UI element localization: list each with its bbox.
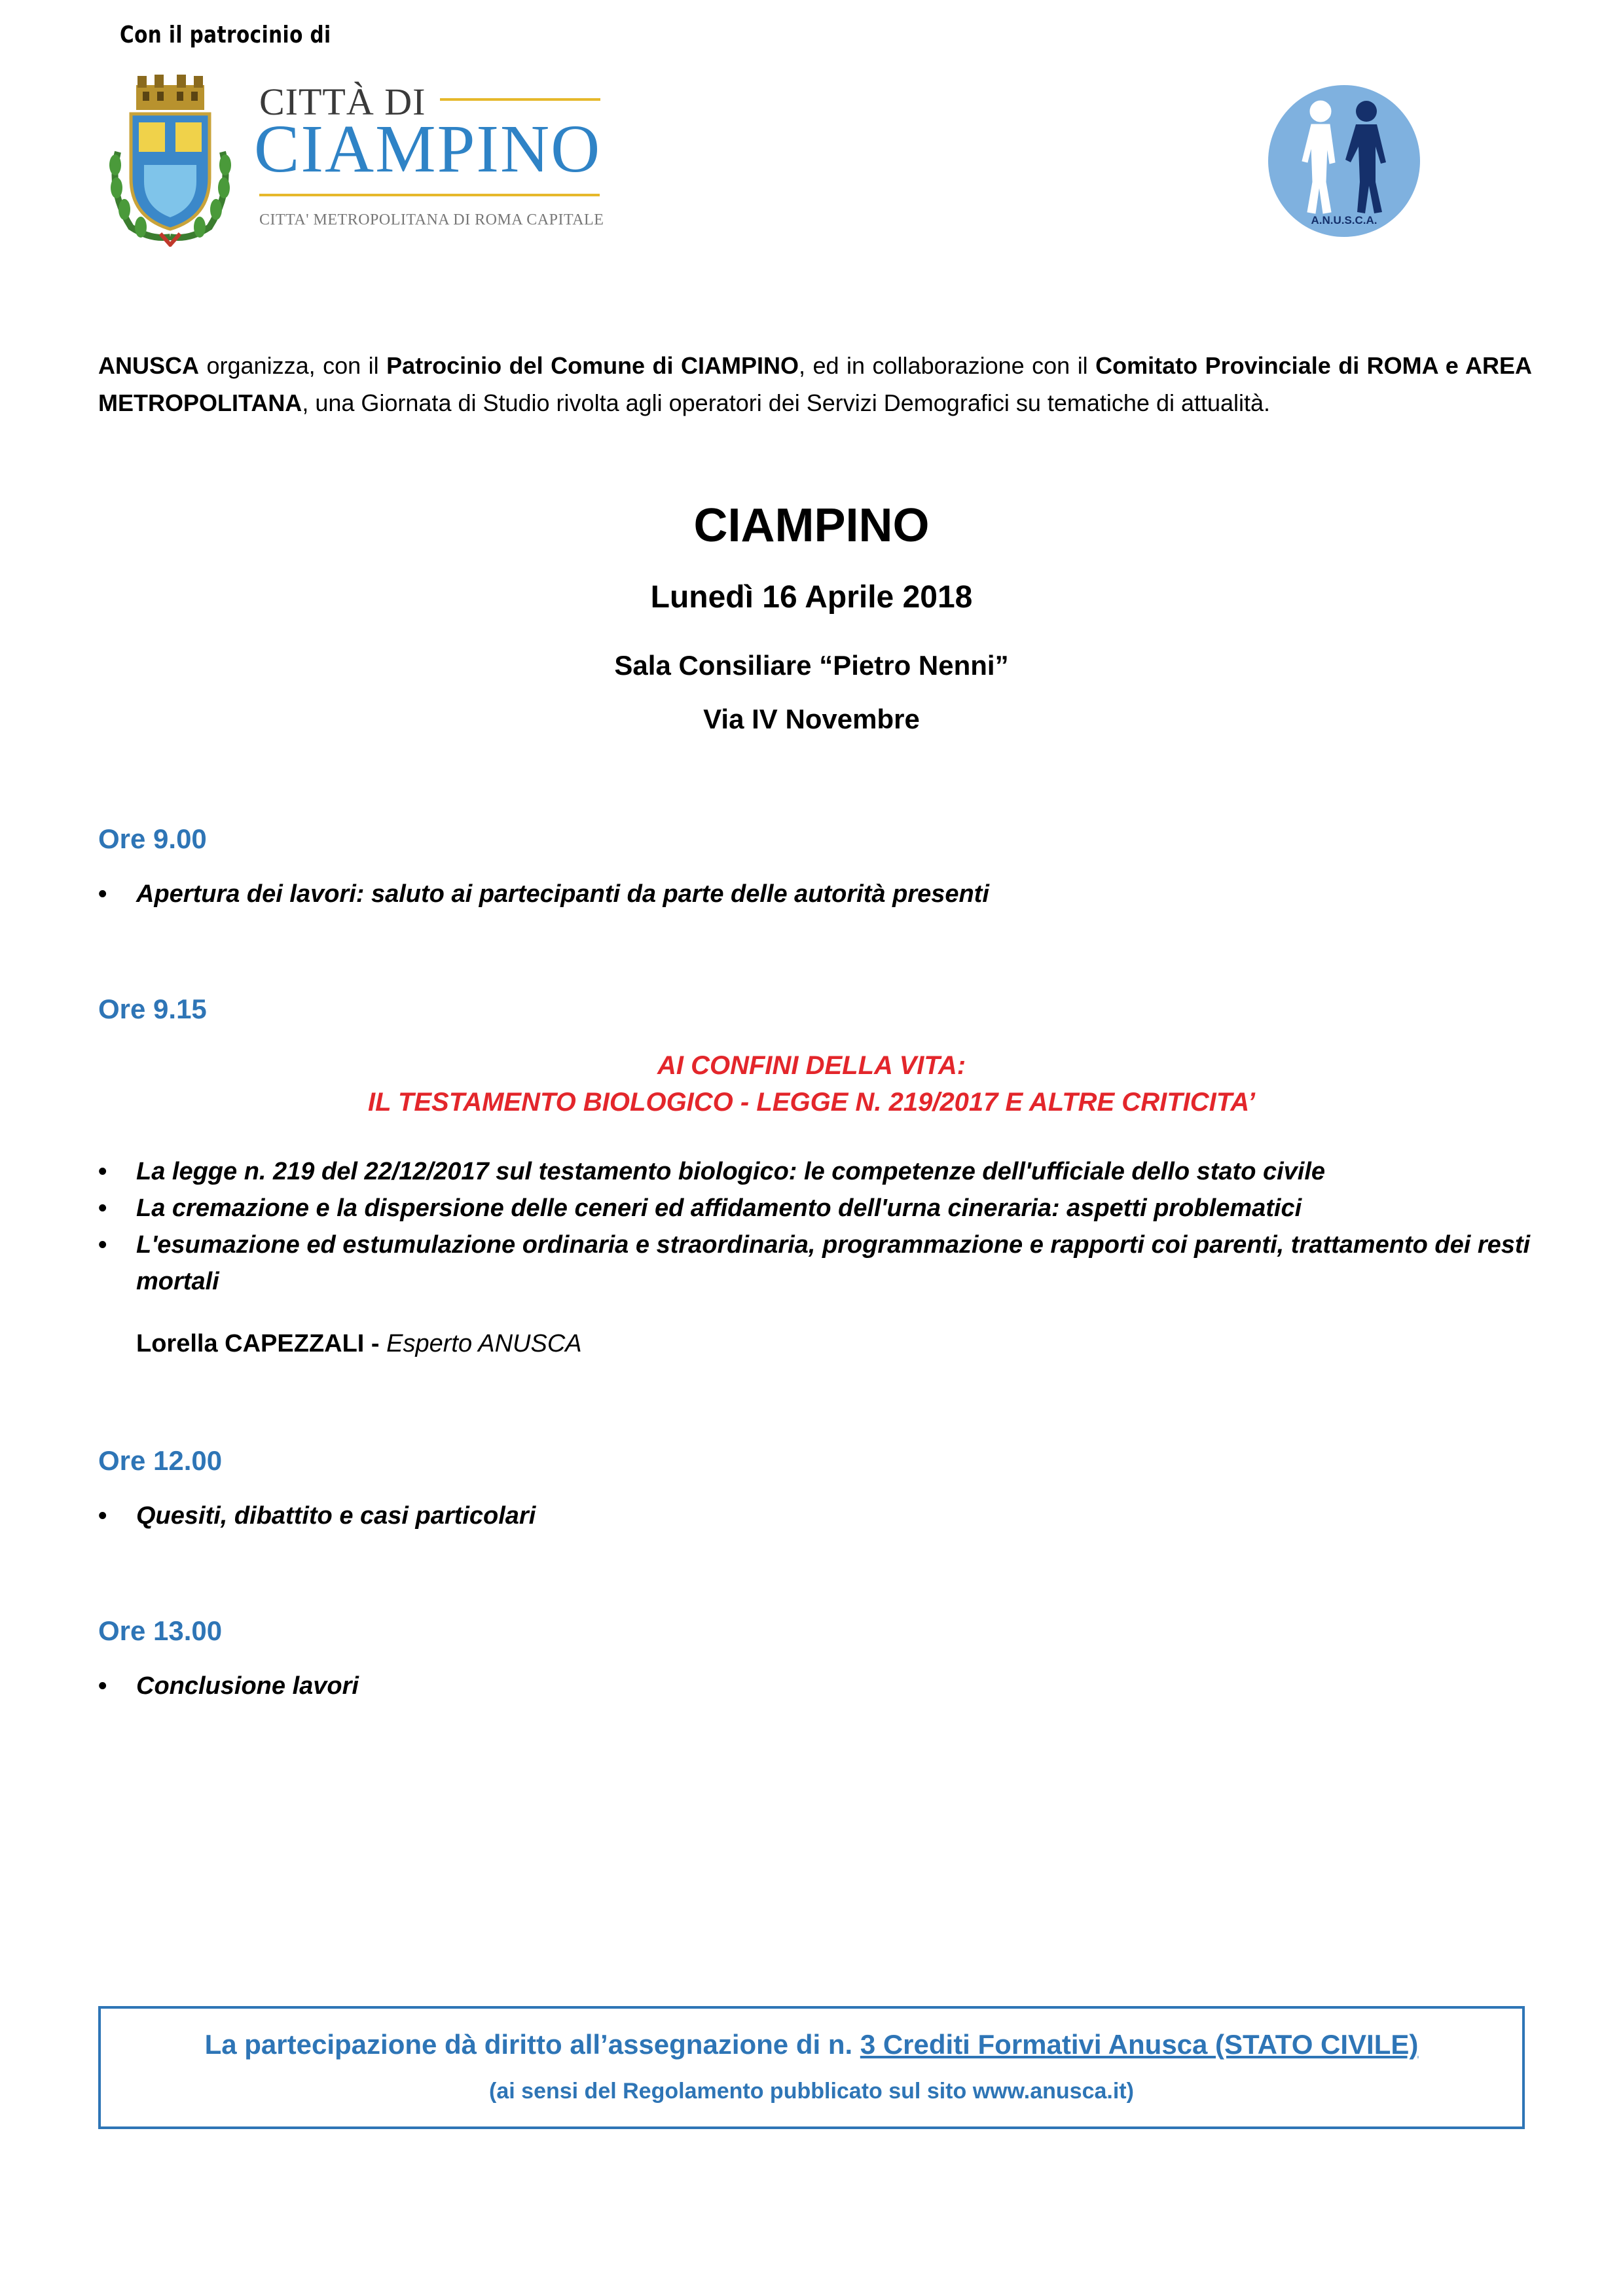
speaker-name: Lorella CAPEZZALI bbox=[136, 1330, 365, 1357]
credits-text: La partecipazione dà diritto all’assegnazione di n. bbox=[204, 2029, 860, 2060]
bullet-icon: • bbox=[98, 880, 107, 908]
intro-patronage: Patrocinio del Comune di CIAMPINO bbox=[386, 352, 799, 379]
list-item bbox=[98, 1668, 1532, 1704]
credits-highlight: 3 Crediti Formativi Anusca (STATO CIVILE) bbox=[860, 2029, 1419, 2060]
list-item bbox=[98, 876, 1532, 912]
list-item-text: Conclusione lavori bbox=[136, 1672, 359, 1700]
bullet-icon: • bbox=[98, 1231, 107, 1259]
list-item bbox=[98, 1498, 1532, 1534]
list-item-text: La legge n. 219 del 22/12/2017 sul testamento biologico: le competenze dell'ufficiale dello stato civile bbox=[136, 1158, 1326, 1185]
list-item-text: Apertura dei lavori: saluto ai partecipanti da parte delle autorità presenti bbox=[136, 880, 989, 908]
session-time: Ore 12.00 bbox=[98, 1445, 223, 1476]
credits-box bbox=[98, 2006, 1525, 2129]
event-street: Via IV Novembre bbox=[703, 704, 920, 734]
bullet-icon: • bbox=[98, 1672, 107, 1700]
speaker bbox=[136, 1330, 582, 1358]
credits-line-2: (ai sensi del Regolamento pubblicato sul sito www.anusca.it) bbox=[489, 2079, 1134, 2104]
list-item-text: Quesiti, dibattito e casi particolari bbox=[136, 1502, 536, 1530]
ciampino-crest-logo bbox=[105, 73, 236, 247]
credits-line-1 bbox=[0, 2029, 1623, 2060]
bullet-icon: • bbox=[98, 1194, 107, 1222]
session-time: Ore 9.15 bbox=[98, 994, 207, 1024]
intro-committee: Comitato Provinciale di ROMA e AREA METROPOLITANA bbox=[98, 352, 1532, 416]
brand-divider-bottom bbox=[259, 194, 600, 196]
list-item-text: La cremazione e la dispersione delle ceneri ed affidamento dell'urna cineraria: aspetti problematici bbox=[136, 1194, 1302, 1222]
intro-org: ANUSCA bbox=[98, 352, 200, 379]
brand-ciampino: CIAMPINO bbox=[254, 111, 602, 187]
intro-paragraph bbox=[98, 347, 1532, 422]
anusca-logo bbox=[1267, 84, 1421, 238]
intro-text: , una Giornata di Studio rivolta agli operatori dei Servizi Demografici su tematiche di attualità. bbox=[302, 389, 1271, 416]
session-title-line-2: IL TESTAMENTO BIOLOGICO - LEGGE N. 219/2017 E ALTRE CRITICITA’ bbox=[368, 1088, 1255, 1117]
session-title-line-1: AI CONFINI DELLA VITA: bbox=[657, 1051, 966, 1080]
list-item bbox=[98, 1153, 1532, 1190]
event-city: CIAMPINO bbox=[693, 499, 930, 552]
brand-citta-di: CITTÀ DI bbox=[259, 81, 426, 123]
speaker-separator: - bbox=[364, 1330, 387, 1357]
intro-text: , ed in collaborazione con il bbox=[799, 352, 1096, 379]
bullet-icon: • bbox=[98, 1502, 107, 1530]
speaker-role: Esperto ANUSCA bbox=[386, 1330, 582, 1357]
event-date: Lunedì 16 Aprile 2018 bbox=[650, 580, 973, 615]
list-item-text: L'esumazione ed estumulazione ordinaria e straordinaria, programmazione e rapporti coi parenti, trattamento dei resti mortali bbox=[136, 1231, 1531, 1295]
session-time: Ore 9.00 bbox=[98, 823, 207, 854]
event-venue: Sala Consiliare “Pietro Nenni” bbox=[614, 650, 1009, 681]
patrocinio-label: Con il patrocinio di bbox=[120, 22, 331, 48]
brand-divider-top bbox=[440, 98, 600, 101]
list-item bbox=[98, 1227, 1532, 1300]
brand-subtitle: CITTA' METROPOLITANA DI ROMA CAPITALE bbox=[259, 211, 604, 228]
session-time: Ore 13.00 bbox=[98, 1615, 223, 1646]
bullet-icon: • bbox=[98, 1158, 107, 1185]
list-item bbox=[98, 1190, 1532, 1227]
anusca-logo-text: A.N.U.S.C.A. bbox=[1311, 214, 1377, 226]
intro-text: organizza, con il bbox=[199, 352, 387, 379]
